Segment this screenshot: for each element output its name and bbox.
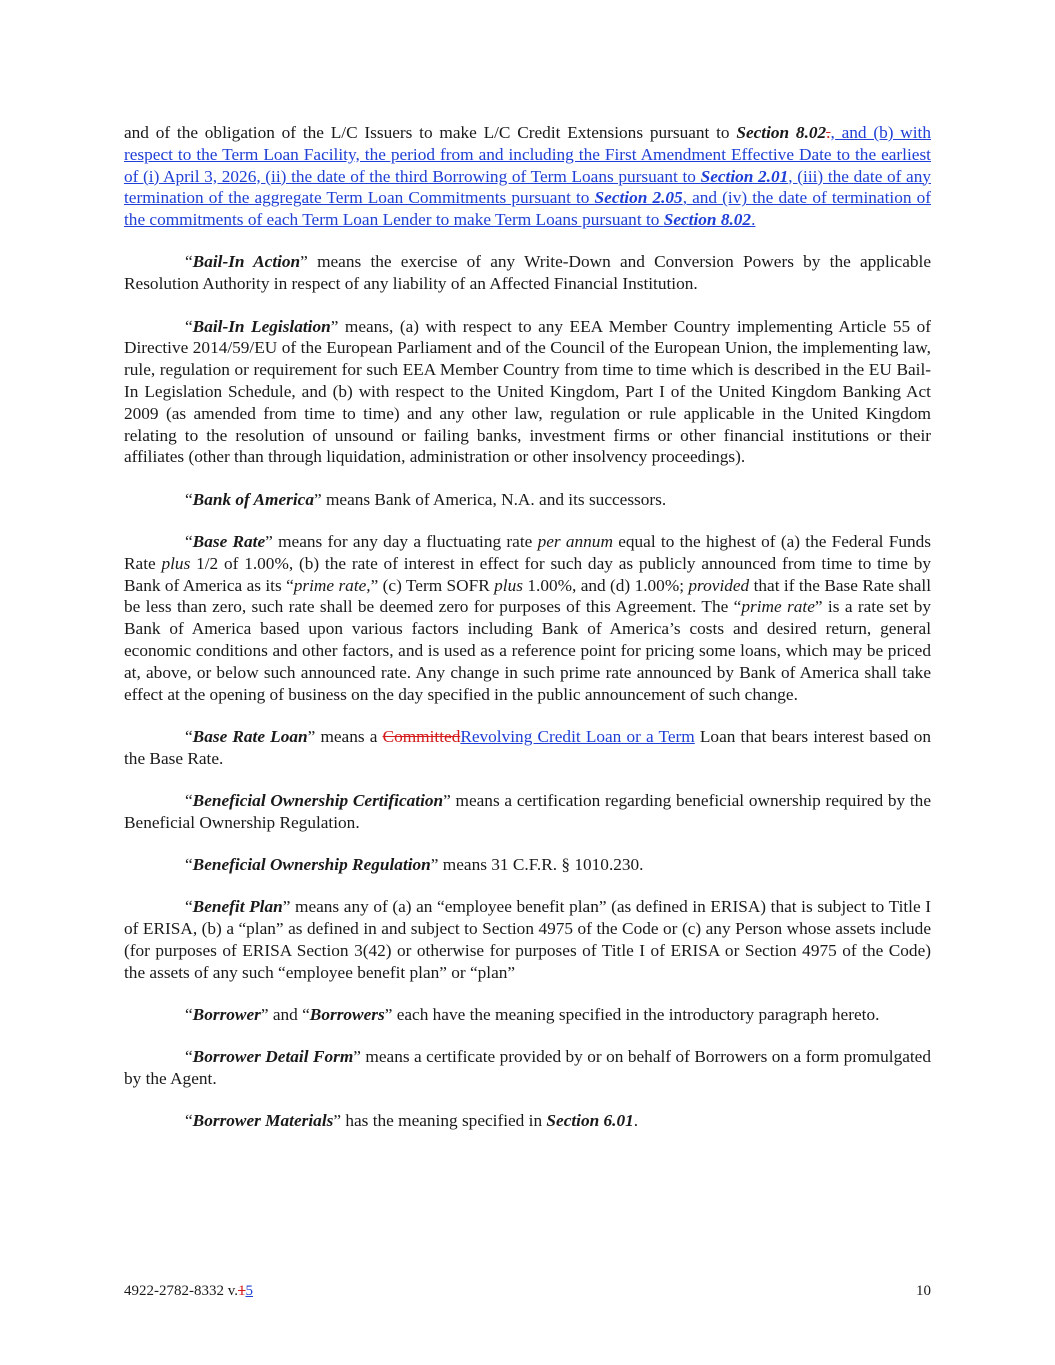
definition-text: ” and “ [260, 1005, 310, 1024]
italic-text: plus [161, 553, 191, 573]
definition-text: Loan that bears interest based on the Base Rate. [124, 726, 931, 768]
inserted-text: Revolving Credit Loan or a Term [460, 726, 695, 746]
quote: “ [185, 316, 193, 336]
quote: “ [185, 855, 193, 875]
definition-bank-of-america [124, 489, 931, 511]
definition-borrower-detail-form [124, 1046, 931, 1090]
definition-text: ” means a certification regarding beneficial ownership required by the Beneficial Ownership Regulation. [124, 790, 931, 832]
definition-text: ” (c) Term SOFR [370, 575, 495, 595]
definition-text: ” has the meaning specified in [333, 1111, 547, 1131]
definition-text: ” means, (a) with respect to any EEA Member Country implementing Article 55 of Directive 2014/59/EU of the European Parliament and of the Council of the European Union, the implementing law, rule, regulation or requirement for such EEA Member Country from time to time which is described in the EU Bail-In Legislation Schedule, and (b) with respect to the United Kingdom, Part I of the United Kingdom Banking Act 2009 (as amended from time to time) and any other law, regulation or rule applicable in the United Kingdom relating to the resolution of unsound or failing banks, investment firms or other financial institutions or their affiliates (other than through liquidation, administration or other insolvency proceedings). [124, 316, 931, 467]
definition-continuation [124, 122, 931, 231]
page-number: 10 [916, 1283, 931, 1299]
inserted-text: , (iii) the date of any termination of the aggregate Term Loan Commitments pursuant to [124, 166, 932, 208]
inserted-text: , and (iv) the date of termination of the commitments of each Term Loan Lender to make Term Loans pursuant to [124, 188, 931, 230]
inserted-text: . [751, 210, 756, 230]
inserted-section-reference: Section 8.02 [663, 210, 752, 230]
defined-term: Borrowers [309, 1005, 385, 1024]
definition-text: ” means for any day a fluctuating rate [265, 531, 538, 551]
italic-text: per annum [537, 531, 613, 551]
definition-benefit-plan [124, 896, 931, 983]
definition-text: 1/2 of 1.00%, (b) the rate of interest in effect for such day as publicly announced from time to time by Bank of America as its “ [124, 553, 931, 595]
definition-beneficial-ownership-certification [124, 790, 931, 834]
quote: “ [185, 790, 193, 810]
definition-text: ” means Bank of America, N.A. and its successors. [313, 489, 667, 509]
defined-term: Base Rate [192, 531, 266, 551]
definition-text: ” each have the meaning specified in the introductory paragraph hereto. [384, 1005, 880, 1024]
deleted-version: 1 [238, 1283, 246, 1299]
section-reference: Section 6.01 [546, 1111, 634, 1131]
document-page [124, 122, 931, 1153]
quote: “ [185, 531, 193, 551]
definition-bail-in-action [124, 251, 931, 295]
definition-text: ” means 31 C.F.R. § 1010.230. [430, 855, 644, 875]
defined-term: Bail-In Legislation [192, 316, 331, 336]
definition-base-rate [124, 531, 931, 705]
italic-text: prime rate [741, 597, 815, 617]
definition-text: ” means a certificate provided by or on behalf of Borrowers on a form promulgated by the Agent. [124, 1047, 931, 1089]
quote: “ [185, 1111, 193, 1131]
defined-term: Borrower Detail Form [192, 1047, 354, 1067]
text: and of the obligation of the L/C Issuers to make L/C Credit Extensions pursuant to [124, 123, 737, 142]
italic-text: plus [494, 575, 523, 595]
defined-term: Borrower [192, 1005, 261, 1024]
definition-text: 1.00%, and (d) 1.00%; [522, 575, 689, 595]
quote: “ [185, 489, 193, 509]
defined-term: Bail-In Action [192, 252, 301, 272]
definition-text: equal to the highest of (a) the Federal Funds Rate [124, 531, 931, 573]
deleted-text: Committed [382, 726, 461, 746]
quote: “ [185, 726, 193, 746]
definition-text: . [633, 1111, 639, 1131]
inserted-text: , and (b) with respect to the Term Loan Facility, the period from and including the First Amendment Effective Date to the earliest of (i) April 3, 2026, (ii) the date of the third Borrowing of Term Loans pursuant to [124, 123, 931, 186]
defined-term: Bank of America [192, 489, 314, 509]
deleted-text: . [826, 123, 831, 142]
quote: “ [185, 1047, 193, 1067]
definition-text: ” means a [307, 726, 383, 746]
quote: “ [185, 1005, 193, 1024]
defined-term: Beneficial Ownership Certification [192, 790, 444, 810]
document-id-footer [124, 1283, 253, 1300]
defined-term: Beneficial Ownership Regulation [192, 855, 431, 875]
definition-borrower-materials [124, 1110, 931, 1132]
inserted-version: 5 [245, 1283, 254, 1299]
definition-text: ” is a rate set by Bank of America based upon various factors including Bank of America’s costs and desired return, general economic conditions and other factors, and is used as a reference point for pricing some loans, which may be priced at, above, or below such announced rate. Any change in such prime rate announced by Bank of America shall take effect at the opening of business on the day specified in the public announcement of such change. [124, 597, 931, 704]
quote: “ [185, 252, 193, 272]
definition-base-rate-loan [124, 726, 931, 770]
italic-text: prime rate, [293, 575, 371, 595]
definition-beneficial-ownership-regulation [124, 854, 931, 876]
definition-text: that if the Base Rate shall be less than zero, such rate shall be deemed zero for purposes of this Agreement. The “ [124, 575, 932, 617]
inserted-section-reference: Section 2.05 [594, 188, 683, 208]
quote: “ [185, 897, 193, 917]
definition-bail-in-legislation [124, 316, 931, 469]
definition-borrower [124, 1004, 931, 1026]
section-reference: Section 8.02 [736, 123, 827, 142]
defined-term: Base Rate Loan [192, 726, 308, 746]
inserted-section-reference: Section 2.01 [700, 166, 789, 186]
defined-term: Borrower Materials [192, 1111, 334, 1131]
defined-term: Benefit Plan [192, 897, 283, 917]
definition-text: ” means any of (a) an “employee benefit plan” (as defined in ERISA) that is subject to Title I of ERISA, (b) a “plan” as defined in and subject to Section 4975 of the Code or (c) any Person whose assets include (for purposes of ERISA Section 3(42) or otherwise for purposes of Title I of ERISA or Section 4975 of the Code) the assets of any such “employee benefit plan” or “plan” [124, 897, 932, 982]
doc-id: 4922-2782-8332 v. [124, 1283, 239, 1299]
italic-text: provided [688, 575, 750, 595]
definition-text: ” means the exercise of any Write-Down and Conversion Powers by the applicable Resolution Authority in respect of any liability of an Affected Financial Institution. [124, 252, 932, 294]
